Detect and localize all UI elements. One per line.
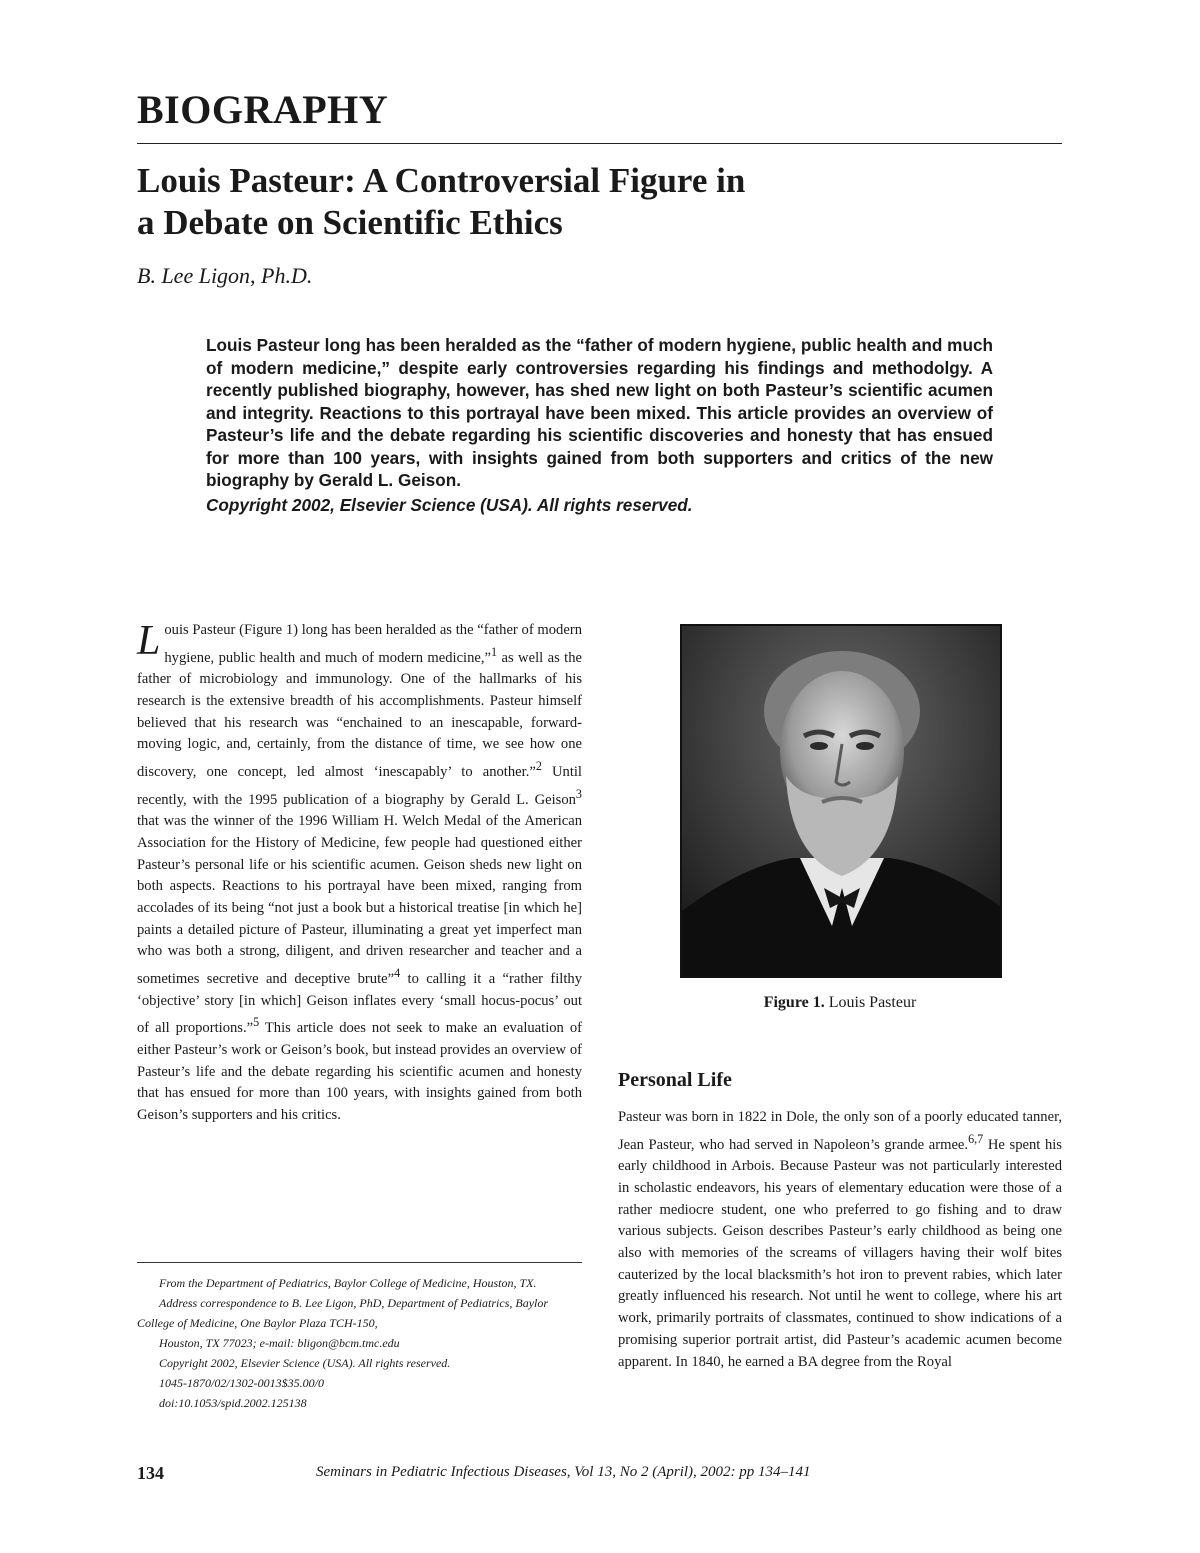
abstract <box>206 334 993 516</box>
section-heading-personal-life: Personal Life <box>618 1069 732 1091</box>
personal-life-paragraph <box>618 1107 1062 1373</box>
reference-2: 2 <box>535 759 542 774</box>
portrait-photo <box>682 626 1000 976</box>
abstract-text: Louis Pasteur long has been heralded as the “father of modern hygiene, public health and much of modern medicine,” despite early controversies regarding his findings and methodolgy. A recently published biography, however, has shed new light on both Pasteur’s scientific acumen and integrity. Reactions to this portrayal have been mixed. This article provides an overview of Pasteur’s life and the debate regarding his scientific discoveries and honesty that has ensued for more than 100 years, with insights gained from both supporters and critics of the new biography by Gerald L. Geison. <box>206 335 993 490</box>
personal-life-text-b: He spent his early childhood in Arbois. Because Pasteur was not particularly interested in scholastic endeavors, his years of elementary education were those of a rather mediocre student, one who preferred to go fishing and to draw various subjects. Geison describes Pasteur’s early childhood as being one also with memories of the screams of villagers having their wolf bites cauterized by the local blacksmith’s hot iron to prevent rabies, which later greatly influenced his research. Not until he went to college, where his art work, primarily portraits of classmates, continued to show indications of a promising superior portrait artist, did Pasteur’s academic acumen become apparent. In 1840, he earned a BA degree from the Royal <box>618 1136 1062 1370</box>
intro-text-b: as well as the father of microbiology and immunology. One of the hallmarks of his research is the extensive breadth of his accomplishments. Pasteur himself believed that his research was “enchained to an inescapable, forward-moving logic, and, certainly, from the distance of time, we see how one discovery, one concept, led almost ‘inescapably’ to another.” <box>137 649 582 780</box>
intro-paragraph <box>137 620 582 1127</box>
footnote-rule <box>137 1262 582 1263</box>
title-line-1: Louis Pasteur: A Controversial Figure in <box>137 161 746 200</box>
reference-1: 1 <box>491 644 498 659</box>
body-column-right <box>618 1107 1062 1373</box>
header-rule <box>137 143 1062 144</box>
intro-text-f: This article does not seek to make an evaluation of either Pasteur’s work or Geison’s book, but instead provides an overview of Pasteur’s life and the debate regarding his scientific acumen and honesty that has ensued for more than 100 years, with insights gained from both Geison’s supporters and his critics. <box>137 1020 582 1124</box>
drop-cap: L <box>137 618 161 664</box>
footnote-doi: doi:10.1053/spid.2002.125138 <box>159 1396 307 1410</box>
intro-text-d: that was the winner of the 1996 William H. Welch Medal of the American Association for the History of Medicine, few people had questioned either Pasteur’s personal life or his scientific acumen. Geison sheds new light on both aspects. Reactions to his portrayal have been mixed, ranging from accolades of its being “not just a book but a historical treatise [in which he] paints a detailed picture of Pasteur, illuminating a great yet imperfect man who was both a strong, diligent, and driven researcher and teacher and a sometimes secretive and deceptive brute” <box>137 813 582 987</box>
figure-label: Figure 1. <box>763 994 825 1011</box>
journal-citation-footer: Seminars in Pediatric Infectious Diseases, Vol 13, No 2 (April), 2002: pp 134–141 <box>316 1464 811 1480</box>
figure-caption-text: Louis Pasteur <box>824 994 917 1011</box>
abstract-copyright: Copyright 2002, Elsevier Science (USA). All rights reserved. <box>206 494 693 515</box>
footnote-department: From the Department of Pediatrics, Baylor College of Medicine, Houston, TX. <box>159 1276 537 1290</box>
footnote-issn: 1045-1870/02/1302-0013$35.00/0 <box>159 1376 324 1390</box>
footnote-address: Address correspondence to B. Lee Ligon, PhD, Department of Pediatrics, Baylor College of Medicine, One Baylor Plaza TCH-150, <box>137 1296 549 1330</box>
reference-4: 4 <box>394 966 401 981</box>
footnotes <box>137 1273 582 1413</box>
intro-text-e: to calling it a “rather filthy ‘objective’ story [in which] Geison inflates every ‘small hocus-pocus’ out of all proportions.” <box>137 970 582 1037</box>
footnote-address-cont: Houston, TX 77023; e-mail: bligon@bcm.tmc.edu <box>159 1336 400 1350</box>
article-title <box>137 160 1037 244</box>
reference-6-7: 6,7 <box>968 1131 984 1146</box>
reference-5: 5 <box>253 1015 260 1030</box>
footnote-copyright: Copyright 2002, Elsevier Science (USA). All rights reserved. <box>159 1356 451 1370</box>
figure-caption <box>620 994 1060 1012</box>
reference-3: 3 <box>575 786 582 801</box>
section-label: BIOGRAPHY <box>137 87 389 132</box>
page-number: 134 <box>137 1463 164 1483</box>
intro-text-c: Until recently, with the 1995 publication of a biography by Gerald L. Geison <box>137 763 582 808</box>
title-line-2: a Debate on Scientific Ethics <box>137 203 563 242</box>
author-byline: B. Lee Ligon, Ph.D. <box>137 263 313 288</box>
figure-1-portrait <box>680 624 1002 978</box>
personal-life-text-a: Pasteur was born in 1822 in Dole, the only son of a poorly educated tanner, Jean Pasteur, who had served in Napoleon’s grande armee. <box>618 1109 1062 1153</box>
intro-text-a: ouis Pasteur (Figure 1) long has been heralded as the “father of modern hygiene, public health and much of modern medicine,” <box>164 622 582 666</box>
body-column-left <box>137 620 582 1127</box>
